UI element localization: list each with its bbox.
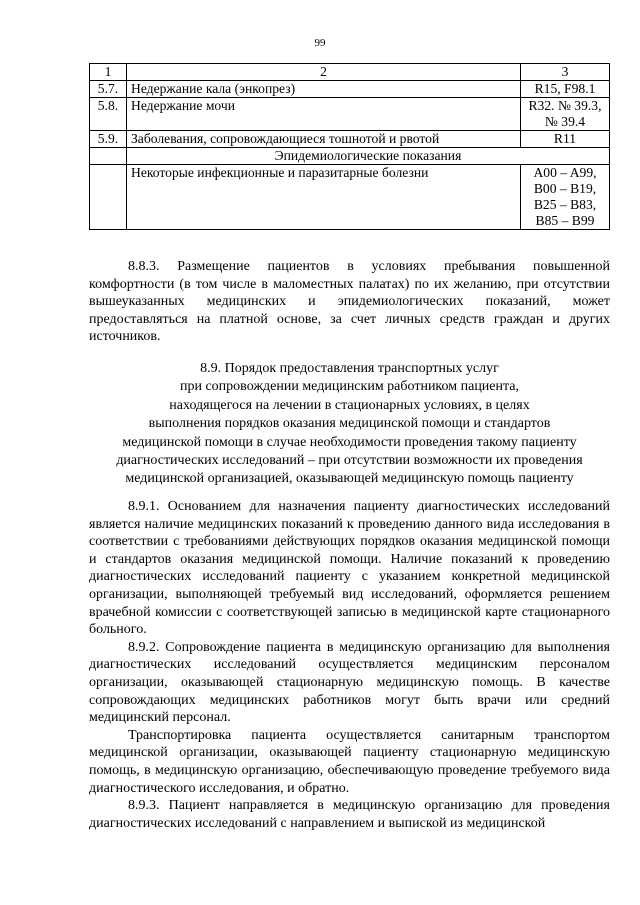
paragraph-8-9-2: 8.9.2. Сопровождение пациента в медицинскую организацию для выполнения диагностических исследований осуществляется медицинским персоналом организации, оказывающей стационарную медицинскую помощь. В качестве сопровождающих медицинских работников могут быть врачи или средний медицинский персонал. bbox=[89, 639, 610, 726]
heading-line: медицинской помощи в случае необходимости проведения такому пациенту bbox=[122, 434, 577, 450]
row-name: Некоторые инфекционные и паразитарные болезни bbox=[127, 165, 521, 230]
table-row bbox=[90, 165, 610, 230]
heading-line: находящегося на лечении в стационарных условиях, в целях bbox=[169, 397, 530, 413]
row-codes bbox=[521, 98, 610, 131]
paragraph-block-883 bbox=[89, 258, 610, 346]
heading-line: при сопровождении медицинским работником пациента, bbox=[179, 379, 520, 395]
subheader-empty-cell bbox=[90, 148, 127, 165]
section-heading-8-9 bbox=[89, 360, 610, 489]
row-name: Заболевания, сопровождающиеся тошнотой и рвотой bbox=[127, 131, 521, 148]
row-name: Недержание мочи bbox=[127, 98, 521, 131]
row-number: 5.9. bbox=[90, 131, 127, 148]
table-subheader-row bbox=[90, 148, 610, 165]
row-codes bbox=[521, 81, 610, 98]
heading-line: медицинской организацией, оказывающей медицинскую помощь пациенту bbox=[125, 471, 574, 487]
table-subheader: Эпидемиологические показания bbox=[127, 148, 610, 165]
code-line: B85 – B99 bbox=[535, 213, 595, 228]
paragraph-8-9-3: 8.9.3. Пациент направляется в медицинскую организацию для проведения диагностических исследований с направлением и выпиской из медицинской bbox=[89, 798, 610, 831]
paragraph-transport: Транспортировка пациента осуществляется санитарным транспортом медицинской организации, оказывающей пациенту стационарную медицинскую помощь, в медицинскую организацию, обеспечивающую проведение требуемого вида диагностического исследования, и обратно. bbox=[89, 727, 610, 796]
code-line: B00 – B19, bbox=[533, 181, 597, 196]
code-line: R15, F98.1 bbox=[534, 81, 596, 96]
row-name: Недержание кала (энкопрез) bbox=[127, 81, 521, 98]
heading-line: выполнения порядков оказания медицинской помощи и стандартов bbox=[148, 416, 551, 432]
heading-line: диагностических исследований – при отсутствии возможности их проведения bbox=[116, 453, 583, 469]
row-number: 5.7. bbox=[90, 81, 127, 98]
row-codes bbox=[521, 131, 610, 148]
code-line: R32. № 39.3, bbox=[528, 98, 602, 113]
table-row bbox=[90, 131, 610, 148]
heading-line: 8.9. Порядок предоставления транспортных услуг bbox=[200, 361, 499, 376]
table-header-row bbox=[90, 64, 610, 81]
code-line: B25 – B83, bbox=[533, 197, 597, 212]
table-row bbox=[90, 81, 610, 98]
code-line: № 39.4 bbox=[544, 114, 586, 129]
header-cell: 2 bbox=[127, 64, 521, 81]
row-number: 5.8. bbox=[90, 98, 127, 131]
header-cell: 1 bbox=[90, 64, 127, 81]
code-line: A00 – A99, bbox=[533, 165, 597, 180]
table-row bbox=[90, 98, 610, 131]
row-codes bbox=[521, 165, 610, 230]
paragraph-8-8-3: 8.8.3. Размещение пациентов в условиях пребывания повышенной комфортности (в том числе в маломестных палатах) по их желанию, при отсутствии вышеуказанных медицинских и эпидемиологических показаний, может предоставляться на платной основе, за счет личных средств граждан и других источников. bbox=[89, 259, 610, 345]
code-line: R11 bbox=[553, 131, 577, 146]
page-number: 99 bbox=[314, 37, 326, 49]
diagnosis-table bbox=[89, 63, 610, 230]
paragraph-8-9-1: 8.9.1. Основанием для назначения пациенту диагностических исследований является наличие медицинских показаний к проведению данного вида исследования в соответствии с требованиями действующих порядков оказания медицинской помощи и стандартов оказания медицинской помощи. Наличие показаний к проведению диагностических исследований пациенту с указанием конкретной медицинской организации, выполняющей требуемый вид исследований, оформляется решением врачебной комиссии с соответствующей записью в медицинской карте стационарного больного. bbox=[89, 499, 610, 638]
row-number bbox=[90, 165, 127, 230]
header-cell: 3 bbox=[521, 64, 610, 81]
paragraph-block-89 bbox=[89, 498, 610, 832]
